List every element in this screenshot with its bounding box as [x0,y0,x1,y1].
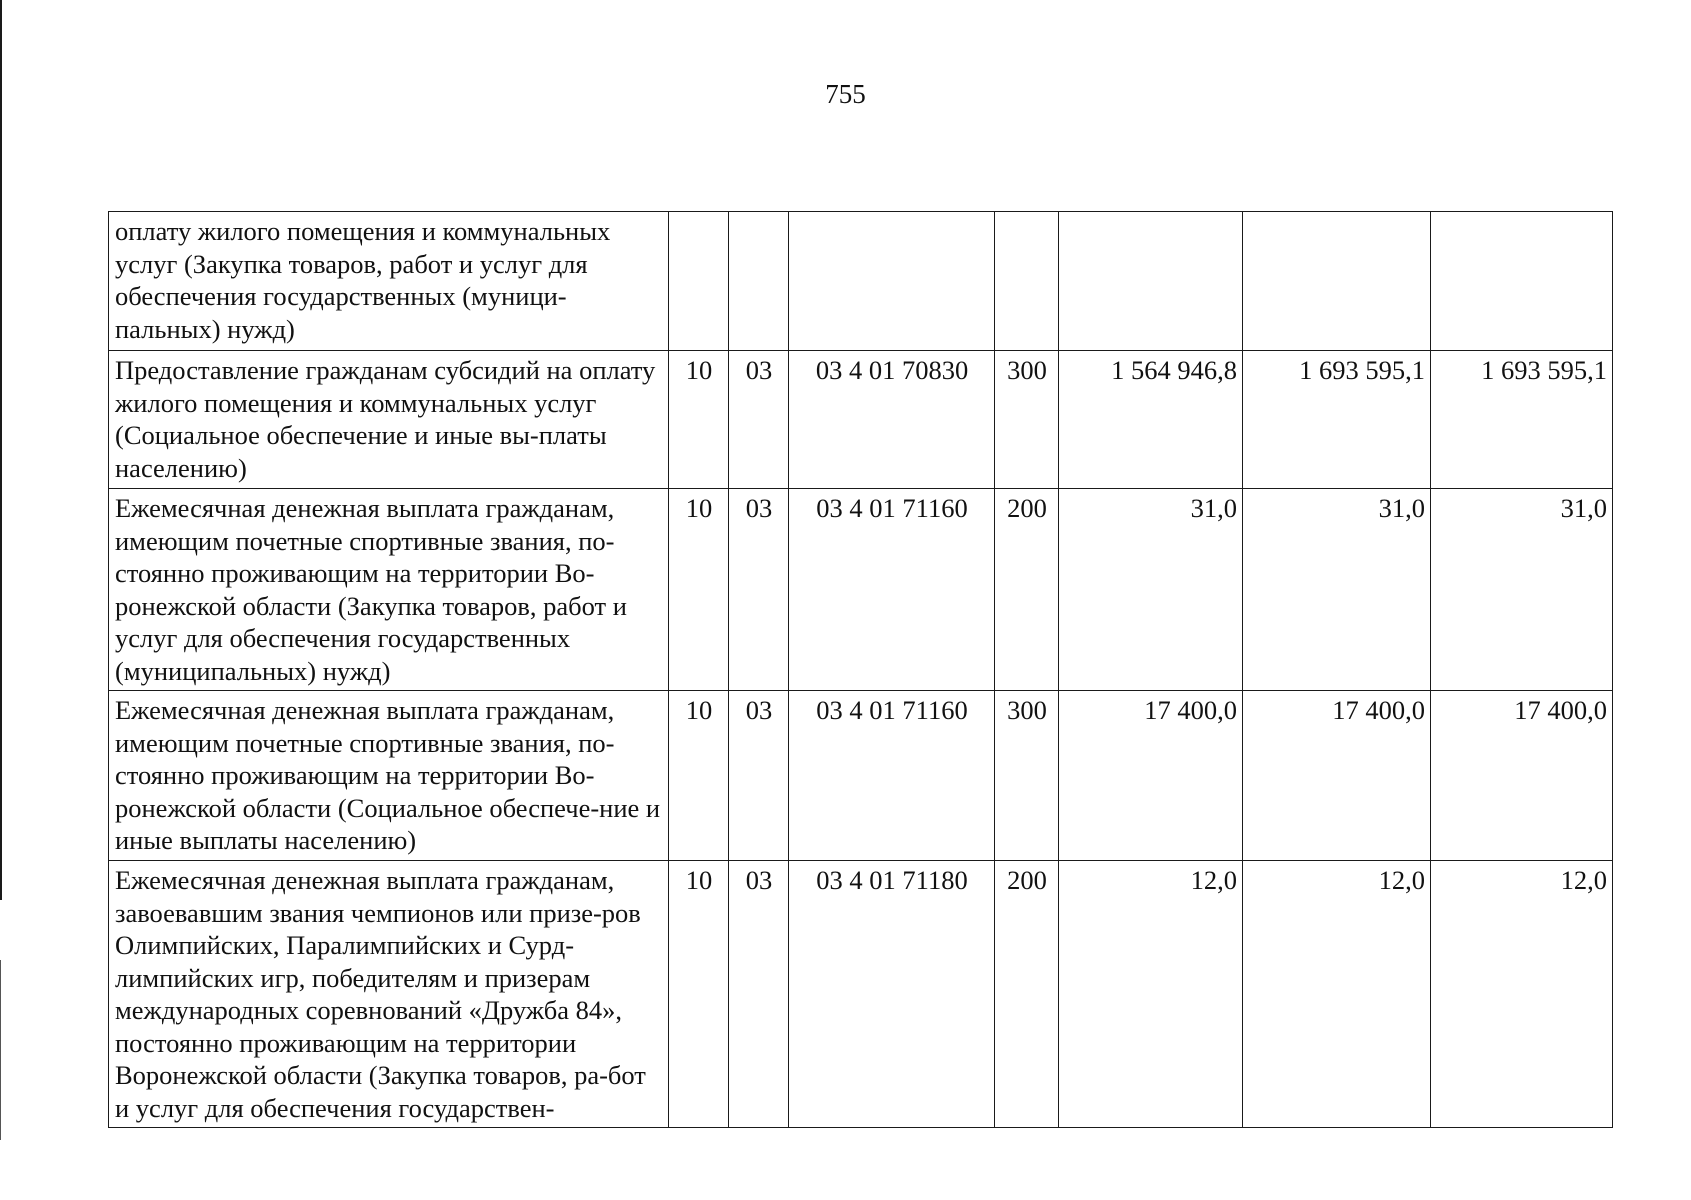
cell-amount-3: 31,0 [1431,489,1613,691]
cell-amount-1: 12,0 [1059,861,1243,1128]
cell-name: Ежемесячная денежная выплата гражданам, имеющим почетные спортивные звания, по-стоянно проживающим на территории Во-ронежской области (Закупка товаров, работ и услуг для обеспечения государственных (муниципальных) нужд) [109,489,669,691]
cell-subsection: 03 [729,351,789,489]
cell-amount-2: 17 400,0 [1243,691,1431,861]
cell-expense-type [995,212,1059,351]
budget-table [108,211,1613,1128]
cell-section: 10 [669,861,729,1128]
cell-expense-type: 300 [995,691,1059,861]
cell-target-article: 03 4 01 71180 [789,861,995,1128]
cell-subsection: 03 [729,861,789,1128]
cell-section [669,212,729,351]
cell-section: 10 [669,489,729,691]
cell-target-article [789,212,995,351]
cell-amount-1: 1 564 946,8 [1059,351,1243,489]
cell-name: Ежемесячная денежная выплата гражданам, имеющим почетные спортивные звания, по-стоянно проживающим на территории Во-ронежской области (Социальное обеспече-ние и иные выплаты населению) [109,691,669,861]
cell-section: 10 [669,691,729,861]
cell-amount-3: 12,0 [1431,861,1613,1128]
cell-subsection: 03 [729,489,789,691]
cell-subsection [729,212,789,351]
cell-target-article: 03 4 01 70830 [789,351,995,489]
table-row [109,212,1613,351]
cell-target-article: 03 4 01 71160 [789,691,995,861]
cell-amount-3: 17 400,0 [1431,691,1613,861]
cell-target-article: 03 4 01 71160 [789,489,995,691]
table-row [109,691,1613,861]
table-row [109,351,1613,489]
cell-amount-3 [1431,212,1613,351]
table-row [109,861,1613,1128]
cell-name: оплату жилого помещения и коммунальных услуг (Закупка товаров, работ и услуг для обеспечения государственных (муници-пальных) нужд) [109,212,669,351]
cell-subsection: 03 [729,691,789,861]
cell-amount-3: 1 693 595,1 [1431,351,1613,489]
cell-expense-type: 300 [995,351,1059,489]
cell-name: Ежемесячная денежная выплата гражданам, завоевавшим звания чемпионов или призе-ров Олимпийских, Паралимпийских и Сурд-лимпийских игр, победителям и призерам международных соревнований «Дружба 84», постоянно проживающим на территории Воронежской области (Закупка товаров, ра-бот и услуг для обеспечения государствен- [109,861,669,1128]
cell-amount-2: 31,0 [1243,489,1431,691]
cell-amount-1: 31,0 [1059,489,1243,691]
scan-edge-line-lower [0,960,1,1140]
cell-amount-2: 12,0 [1243,861,1431,1128]
cell-name: Предоставление гражданам субсидий на оплату жилого помещения и коммунальных услуг (Социальное обеспечение и иные вы-платы населению) [109,351,669,489]
cell-expense-type: 200 [995,861,1059,1128]
cell-amount-2: 1 693 595,1 [1243,351,1431,489]
page-number: 755 [825,79,866,109]
cell-amount-1 [1059,212,1243,351]
cell-expense-type: 200 [995,489,1059,691]
cell-section: 10 [669,351,729,489]
table-row [109,489,1613,691]
scan-edge-line [0,0,2,900]
cell-amount-1: 17 400,0 [1059,691,1243,861]
cell-amount-2 [1243,212,1431,351]
